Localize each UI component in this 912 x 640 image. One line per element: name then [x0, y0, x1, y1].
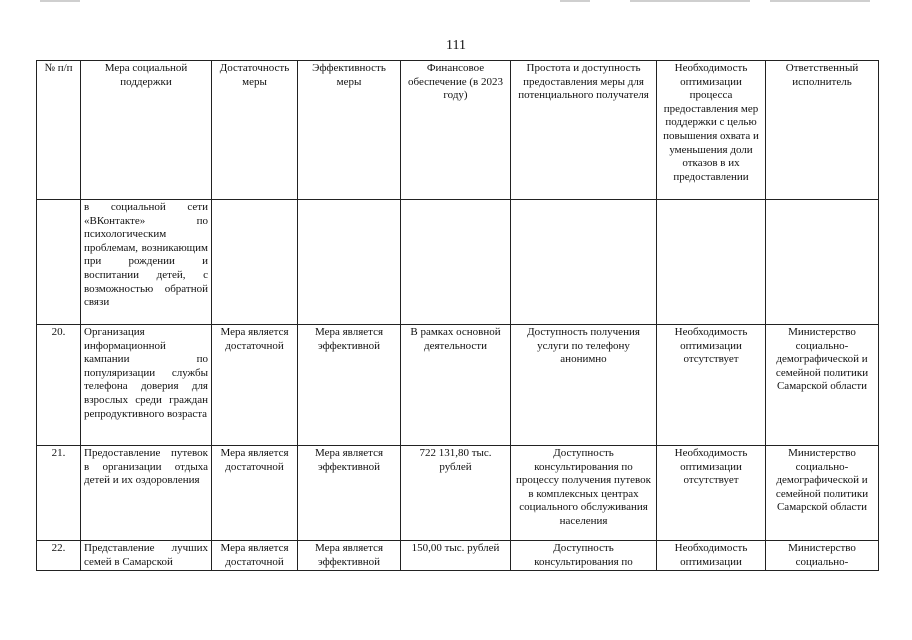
cell-executor: Министерство социально-	[766, 541, 879, 571]
cell-financing: В рамках основной деятельности	[401, 325, 511, 446]
cell-optimization	[657, 200, 766, 325]
header-optimization: Необходимость оптимизации процесса предоставления мер поддержки с целью повышения охвата и уменьшения доли отказов в их предоставлении	[657, 61, 766, 200]
cell-sufficiency: Мера является достаточной	[212, 541, 298, 571]
header-num: № п/п	[37, 61, 81, 200]
cell-executor	[766, 200, 879, 325]
header-sufficiency: Достаточность меры	[212, 61, 298, 200]
cell-num: 20.	[37, 325, 81, 446]
table-row	[37, 200, 879, 325]
cell-num: 21.	[37, 446, 81, 541]
cell-measure: Предоставление путевок в организации отдыха детей и их оздоровления	[81, 446, 212, 541]
cell-executor: Министерство социально-демографической и семейной политики Самарской области	[766, 446, 879, 541]
cell-measure: Организация информационной кампании по популяризации службы телефона доверия для взрослых среди граждан репродуктивного возраста	[81, 325, 212, 446]
table-header-row	[37, 61, 879, 200]
cell-accessibility: Доступность консультирования по	[511, 541, 657, 571]
table-row	[37, 325, 879, 446]
cell-financing: 722 131,80 тыс. рублей	[401, 446, 511, 541]
scan-artifact	[770, 0, 870, 2]
scan-artifact	[630, 0, 750, 2]
cell-effectiveness: Мера является эффективной	[298, 325, 401, 446]
cell-accessibility	[511, 200, 657, 325]
cell-measure: в социальной сети «ВКонтакте» по психологическим проблемам, возникающим при рождении и воспитании детей, с возможностью обратной связи	[81, 200, 212, 325]
scan-artifact	[40, 0, 80, 2]
table-row	[37, 446, 879, 541]
cell-financing	[401, 200, 511, 325]
scan-artifact	[560, 0, 590, 2]
cell-accessibility: Доступность получения услуги по телефону анонимно	[511, 325, 657, 446]
cell-optimization: Необходимость оптимизации	[657, 541, 766, 571]
header-accessibility: Простота и доступность предоставления меры для потенциального получателя	[511, 61, 657, 200]
cell-effectiveness: Мера является эффективной	[298, 446, 401, 541]
cell-accessibility: Доступность консультирования по процессу получения путевок в комплексных центрах социального обслуживания населения	[511, 446, 657, 541]
header-financing: Финансовое обеспечение (в 2023 году)	[401, 61, 511, 200]
support-measures-table	[36, 60, 879, 571]
cell-effectiveness	[298, 200, 401, 325]
header-executor: Ответственный исполнитель	[766, 61, 879, 200]
cell-effectiveness: Мера является эффективной	[298, 541, 401, 571]
cell-optimization: Необходимость оптимизации отсутствует	[657, 446, 766, 541]
cell-sufficiency	[212, 200, 298, 325]
cell-num	[37, 200, 81, 325]
cell-financing: 150,00 тыс. рублей	[401, 541, 511, 571]
cell-num: 22.	[37, 541, 81, 571]
header-measure: Мера социальной поддержки	[81, 61, 212, 200]
cell-measure: Представление лучших семей в Самарской	[81, 541, 212, 571]
table-row	[37, 541, 879, 571]
header-effectiveness: Эффективность меры	[298, 61, 401, 200]
cell-sufficiency: Мера является достаточной	[212, 446, 298, 541]
cell-executor: Министерство социально-демографической и семейной политики Самарской области	[766, 325, 879, 446]
cell-optimization: Необходимость оптимизации отсутствует	[657, 325, 766, 446]
page-number: 111	[446, 38, 466, 53]
cell-sufficiency: Мера является достаточной	[212, 325, 298, 446]
